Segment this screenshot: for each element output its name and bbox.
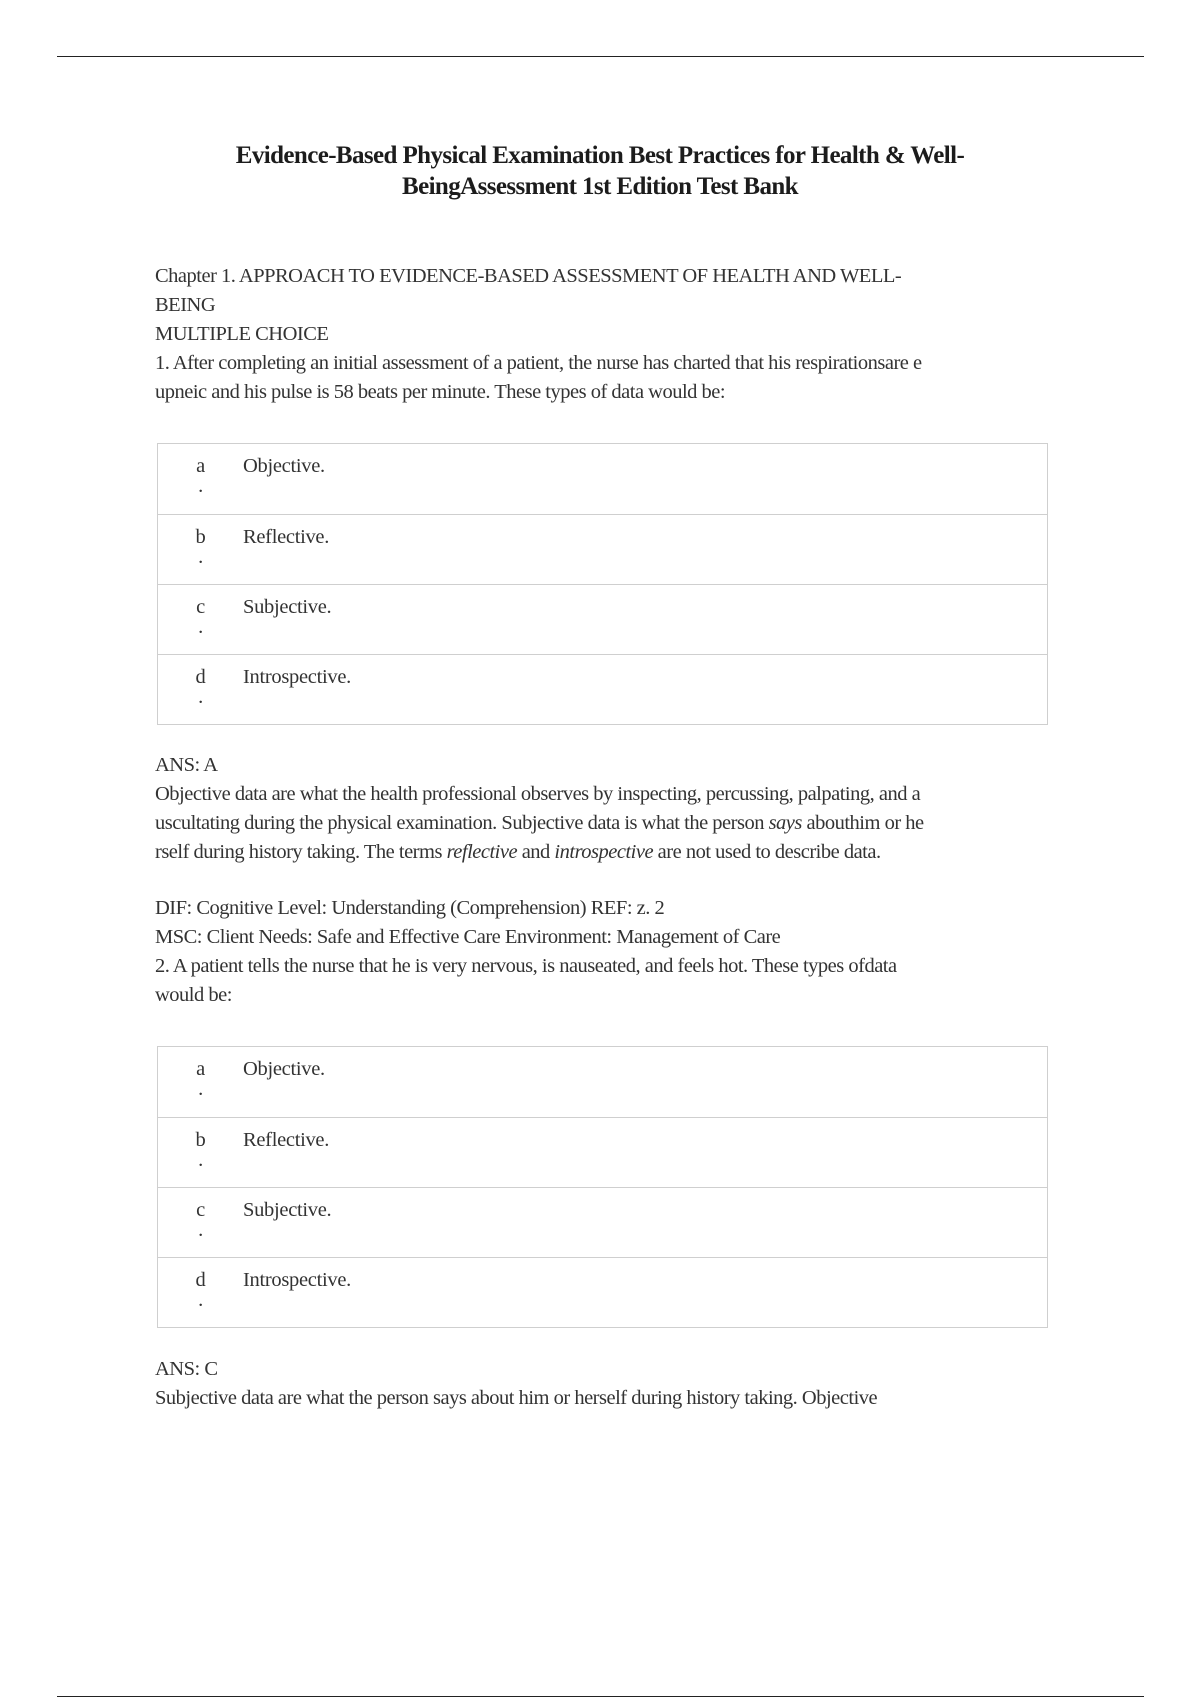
option-letter: d <box>195 666 206 688</box>
question-2-stem: 2. A patient tells the nurse that he is very nervous, is nauseated, and feels hot. These types ofdata <box>155 955 897 977</box>
option-letter: c <box>196 596 205 618</box>
option-row <box>158 444 1048 515</box>
option-dot: . <box>198 686 203 708</box>
option-dot: . <box>198 616 203 638</box>
rationale-line: Subjective data are what the person says about him or herself during history taking. Objective <box>155 1387 878 1409</box>
answer-label: ANS: A <box>155 754 218 776</box>
question-1-answer-block <box>155 751 1055 867</box>
option-text: Reflective. <box>243 526 330 548</box>
option-dot: . <box>198 475 203 497</box>
option-text: Introspective. <box>243 1269 351 1291</box>
option-text: Objective. <box>243 455 325 477</box>
option-letter: a <box>196 455 205 477</box>
question-1-intro <box>155 262 1055 407</box>
option-row <box>158 655 1048 725</box>
option-letter: b <box>195 526 206 548</box>
option-text: Reflective. <box>243 1129 330 1151</box>
option-dot: . <box>198 1078 203 1100</box>
rationale-line: Objective data are what the health professional observes by inspecting, percussing, palpating, and a <box>155 783 921 805</box>
option-row <box>158 1258 1048 1328</box>
question-1-meta-and-question-2 <box>155 894 1055 1010</box>
bottom-rule <box>57 1696 1144 1697</box>
option-dot: . <box>198 546 203 568</box>
question-1-options <box>157 443 1048 725</box>
question-2-answer-block <box>155 1355 1055 1413</box>
option-text: Subjective. <box>243 1199 332 1221</box>
question-2-stem-cont: would be: <box>155 984 232 1006</box>
option-dot: . <box>198 1219 203 1241</box>
option-text: Objective. <box>243 1058 325 1080</box>
option-letter: d <box>195 1269 206 1291</box>
option-row <box>158 585 1048 655</box>
difficulty-line: DIF: Cognitive Level: Understanding (Comprehension) REF: z. 2 <box>155 897 665 919</box>
document-title <box>140 140 1060 202</box>
rationale-line: rself during history taking. The terms reflective and introspective are not used to describe data. <box>155 841 881 863</box>
option-dot: . <box>198 1289 203 1311</box>
question-1-stem-cont: upneic and his pulse is 58 beats per minute. These types of data would be: <box>155 381 726 403</box>
top-rule <box>57 56 1144 57</box>
client-needs-line: MSC: Client Needs: Safe and Effective Care Environment: Management of Care <box>155 926 781 948</box>
option-row <box>158 1118 1048 1188</box>
section-heading: MULTIPLE CHOICE <box>155 323 329 345</box>
option-row <box>158 515 1048 585</box>
option-letter: a <box>196 1058 205 1080</box>
rationale-line: uscultating during the physical examination. Subjective data is what the person says abouthim or he <box>155 812 924 834</box>
question-2-options <box>157 1046 1048 1328</box>
chapter-heading: Chapter 1. APPROACH TO EVIDENCE-BASED ASSESSMENT OF HEALTH AND WELL- <box>155 265 902 287</box>
option-text: Subjective. <box>243 596 332 618</box>
chapter-heading-cont: BEING <box>155 294 216 316</box>
title-line-2: BeingAssessment 1st Edition Test Bank <box>402 173 798 200</box>
option-letter: b <box>195 1129 206 1151</box>
option-row <box>158 1188 1048 1258</box>
answer-label: ANS: C <box>155 1358 218 1380</box>
option-letter: c <box>196 1199 205 1221</box>
title-line-1: Evidence-Based Physical Examination Best Practices for Health & Well- <box>235 142 965 169</box>
option-row <box>158 1047 1048 1118</box>
option-dot: . <box>198 1149 203 1171</box>
option-text: Introspective. <box>243 666 351 688</box>
question-1-stem: 1. After completing an initial assessment of a patient, the nurse has charted that his respirationsare e <box>155 352 922 374</box>
